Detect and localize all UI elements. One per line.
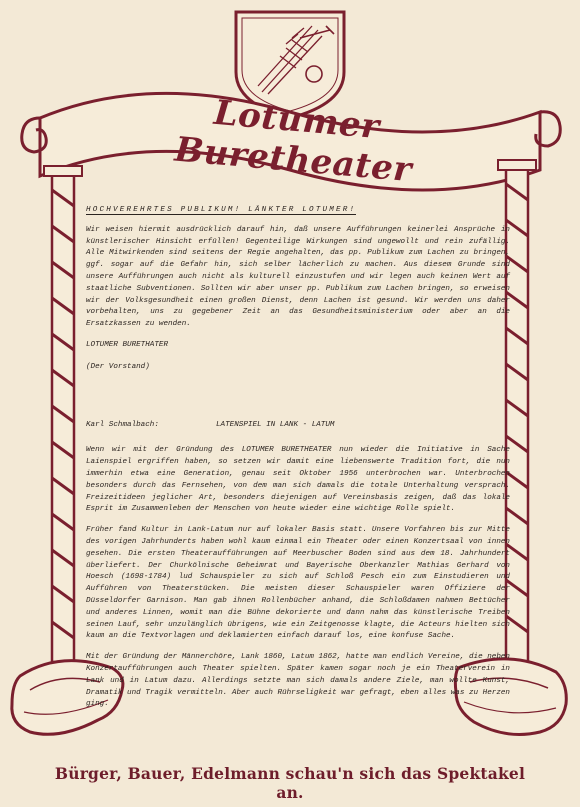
article-paragraph: Früher fand Kultur in Lank-Latum nur auf lokaler Basis statt. Unsere Vorfahren bis zur Mitte des vorigen Jahrhunderts haben wohl kaum einmal ein Theater oder einen Konzertsaal von innen gesehen. Die ersten Theateraufführungen auf Meerbuscher Boden sind aus dem 18. Jahrhundert überliefert. Der Churkölnische Geheimrat und Bayerische Oberkanzler Mathias Gerhard von Hoesch (1698-1784) lud Schauspieler zu sich auf Schloß Pesch ein zum Einstudieren und Aufführen von Theaterstücken. Die meisten dieser Schauspieler waren Offiziere der Düsseldorfer Garnison. Man gab ihnen Rollenbücher anhand, die Schloßdamen nahmen Bettücher und anderes Linnen, womit man die Bühne dekorierte und dann nahm das künstlerische Treiben seinen Lauf, sehr unzulänglich übrigens, wie ein Zeitgenosse klagte, die Acteurs hielten sich kaum an die Textvorlagen und deklamierten einfach darauf los, eine konfuse Sache. [86, 526, 510, 641]
notice-heading: HOCHVEREHRTES PUBLIKUM! LÄNKTER LOTUMER! [86, 206, 357, 214]
article-byline [86, 420, 510, 432]
disclaimer-paragraph: Wir weisen hiermit ausdrücklich darauf hin, daß unsere Aufführungen keinerlei Ansprüche in künstlerischer Hinsicht erfüllen! Gegenteilige Wirkungen sind ungewollt und rein zufällig. Alle Mitwirkenden sind seitens der Regie angehalten, das pp. Publikum zum Lachen zu bringen, ggf. sogar auf die Gefahr hin, sich selber lächerlich zu machen. Aus diesem Grunde sind unsere Aufführungen auch nicht als kulturell einzustufen und wir legen auch keinen Wert auf staatliche Subventionen. Sollten wir aber unser pp. Publikum zum Lachen bringen, so erweisen wir der Volksgesundheit einen großen Dienst, denn Lachen ist gesund. Wir werden uns daher vorbehalten, uns zu gegebener Zeit an das Gesundheitsministerium oder aber an die Ersatzkassen zu wenden. [86, 225, 510, 329]
footer-motto: Bürger, Bauer, Edelmann schau'n sich das Spektakel an. [54, 764, 526, 802]
article-title: LATENSPIEL IN LANK - LATUM [216, 420, 335, 429]
main-text [86, 205, 510, 720]
article-author: Karl Schmalbach: [86, 420, 159, 429]
left-column [44, 166, 82, 662]
signature-role: (Der Vorstand) [86, 362, 150, 371]
signature: LOTUMER BURETHATER [86, 340, 169, 349]
article-paragraph: Mit der Gründung der Männerchöre, Lank 1860, Latum 1862, hatte man endlich Vereine, die neben Konzertaufführungen auch Theater spielten. Später kamen sogar noch je ein Theaterverein in Lank und in Latum dazu. Allerdings setzte man sich damals andere Ziele, man wollte Kunst, Dramatik und Tragik vermitteln. Aber auch Rührseligkeit war gefragt, eben alles was zu Herzen ging. [86, 653, 510, 709]
article-paragraph: Wenn wir mit der Gründung des LOTUMER BURETHEATER nun wieder die Initiative in Sache Laienspiel ergriffen haben, so setzen wir damit eine liebenswerte Tradition fort, die nun immerhin etwa eine Generation, genau seit Oktober 1956 unterbrochen war. Unterbrochen besonders durch das Fernsehen, von dem man sich damals die totale Unterhaltung versprach. Freizeitideen jeglicher Art, besonders diejenigen auf Vereinsbasis zeigen, daß das lokale Esprit im Zusammenleben der Menschen von heute wieder eine wichtige Rolle spielt. [86, 446, 510, 514]
theater-title: Lotumer Buretheater [173, 92, 414, 191]
